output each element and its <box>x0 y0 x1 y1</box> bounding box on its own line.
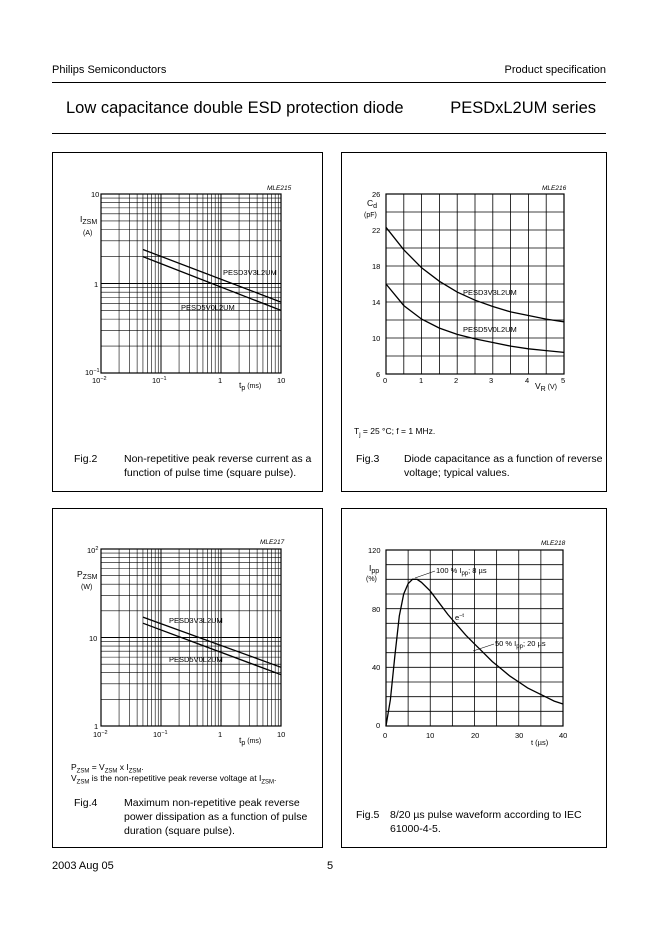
y-tick-label: $10^{-1}$ <box>85 368 100 377</box>
series-label: PESD5V0L2UM <box>463 325 517 334</box>
company-name: Philips Semiconductors <box>52 64 167 76</box>
chart-code: MLE217 <box>260 539 285 546</box>
x-tick-label: 10 <box>277 376 286 385</box>
footer-date: 2003 Aug 05 <box>52 860 114 872</box>
y-axis-unit: (pF) <box>364 212 377 219</box>
y-tick-label: 14 <box>372 298 381 307</box>
x-axis-label: $V_R$ $^{(V)}$ <box>535 381 558 393</box>
series-label: PESD5V0L2UM <box>181 303 235 312</box>
doc-type: Product specification <box>504 64 606 76</box>
y-tick-label: 18 <box>372 262 381 271</box>
x-tick-label: 1 <box>218 730 223 739</box>
x-tick-label: $10^{-2}$ <box>92 376 107 385</box>
x-tick-label: 40 <box>559 731 568 740</box>
figure-number: Fig.5 <box>356 809 380 821</box>
caption-text: 8/20 µs pulse waveform according to IEC 61000-4-5. <box>390 809 582 835</box>
power-formula-note: $P_{ZSM} = V_{ZSM}$ x $I_{ZSM}$. <box>71 762 144 775</box>
y-tick-label: 0 <box>376 721 381 730</box>
figure-4-chart <box>53 509 324 759</box>
chart-code: MLE216 <box>542 185 567 192</box>
y-tick-label: 80 <box>372 605 381 614</box>
y-axis-label: $I_{ZSM}$ <box>80 214 98 226</box>
voltage-definition-note: $V_{ZSM}$ is the non-repetitive peak reverse voltage at $I_{ZSM}$. <box>71 773 277 786</box>
y-tick-label: 6 <box>376 370 381 379</box>
chart-code: MLE218 <box>541 540 566 547</box>
y-axis-label: $I_{pp}$ <box>369 563 380 575</box>
y-tick-label: 10 <box>89 634 98 643</box>
chart-code: MLE215 <box>267 185 292 192</box>
figure-number: Fig.2 <box>74 453 98 465</box>
x-tick-label: 30 <box>515 731 524 740</box>
doc-title: Low capacitance double ESD protection diode <box>66 99 404 117</box>
annotation-exponential: $e^{-t}$ <box>455 613 464 622</box>
x-tick-label: 20 <box>471 731 480 740</box>
y-axis-unit: (%) <box>366 576 377 583</box>
y-tick-label: $10^2$ <box>87 546 99 555</box>
x-tick-label: $10^{-1}$ <box>153 730 168 739</box>
series-label: PESD3V3L2UM <box>169 616 223 625</box>
y-tick-label: 26 <box>372 190 381 199</box>
caption-text: Diode capacitance as a function of reverse voltage; typical values. <box>404 453 603 479</box>
chart-grid <box>101 194 281 373</box>
x-tick-label: 10 <box>277 730 286 739</box>
page-number: 5 <box>327 860 334 872</box>
x-tick-label: 10 <box>426 731 435 740</box>
figure-5-chart <box>342 509 608 759</box>
x-tick-label: 0 <box>383 731 388 740</box>
series-label: PESD5V0L2UM <box>169 655 223 664</box>
y-tick-label: 22 <box>372 226 381 235</box>
title-rule <box>52 133 606 134</box>
annotation-half: 50 % $I_{pp}$; 20 µs <box>495 639 546 650</box>
y-tick-label: 120 <box>368 546 381 555</box>
y-tick-label: 40 <box>372 663 381 672</box>
series-label: PESD3V3L2UM <box>463 288 517 297</box>
figure-3-chart <box>342 153 608 433</box>
y-tick-label: 1 <box>94 280 99 289</box>
x-tick-label: 4 <box>525 376 530 385</box>
caption-text: Maximum non-repetitive peak reverse power dissipation as a function of pulse duration (square pulse). <box>124 797 308 837</box>
figure-5-panel <box>341 508 607 848</box>
x-tick-label: $10^{-2}$ <box>93 730 108 739</box>
y-axis-label: $C_d$ <box>367 198 378 210</box>
y-tick-label: 1 <box>94 722 99 731</box>
y-tick-label: 10 <box>372 334 381 343</box>
x-tick-label: 2 <box>454 376 459 385</box>
chart-grid <box>386 550 563 726</box>
header-rule <box>52 82 606 83</box>
y-axis-unit: (A) <box>83 230 93 237</box>
chart-grid <box>386 194 564 374</box>
figure-number: Fig.3 <box>356 453 380 465</box>
figure-2-chart <box>53 153 324 433</box>
figure-2-panel <box>52 152 323 492</box>
y-axis-unit: (W) <box>81 584 93 591</box>
chart-grid <box>101 549 281 726</box>
series-label: PESD3V3L2UM <box>223 268 277 277</box>
x-axis-label: $t_p$ $^{(ms)}$ <box>239 735 262 747</box>
x-tick-label: 0 <box>383 376 388 385</box>
x-axis-label: $t_p$ $^{(ms)}$ <box>239 380 262 392</box>
caption-text: Non-repetitive peak reverse current as a function of pulse time (square pulse). <box>124 453 312 479</box>
annotation-leader <box>415 571 435 578</box>
y-axis-label: $P_{ZSM}$ <box>77 569 98 581</box>
annotation-peak: 100 % $I_{pp}$; 8 µs <box>436 566 487 577</box>
x-tick-label: 3 <box>489 376 494 385</box>
figure-3-panel <box>341 152 607 492</box>
x-tick-label: 5 <box>561 376 566 385</box>
x-tick-label: 1 <box>419 376 424 385</box>
x-tick-label: $10^{-1}$ <box>152 376 167 385</box>
test-conditions: $T_j = 25$ °C; f = 1 MHz. <box>354 426 436 439</box>
figure-4-panel <box>52 508 323 848</box>
figure-number: Fig.4 <box>74 797 98 809</box>
x-axis-label: t (µs) <box>531 738 549 747</box>
series-name: PESDxL2UM series <box>450 99 596 117</box>
x-tick-label: 1 <box>218 376 223 385</box>
y-tick-label: 10 <box>91 190 100 199</box>
